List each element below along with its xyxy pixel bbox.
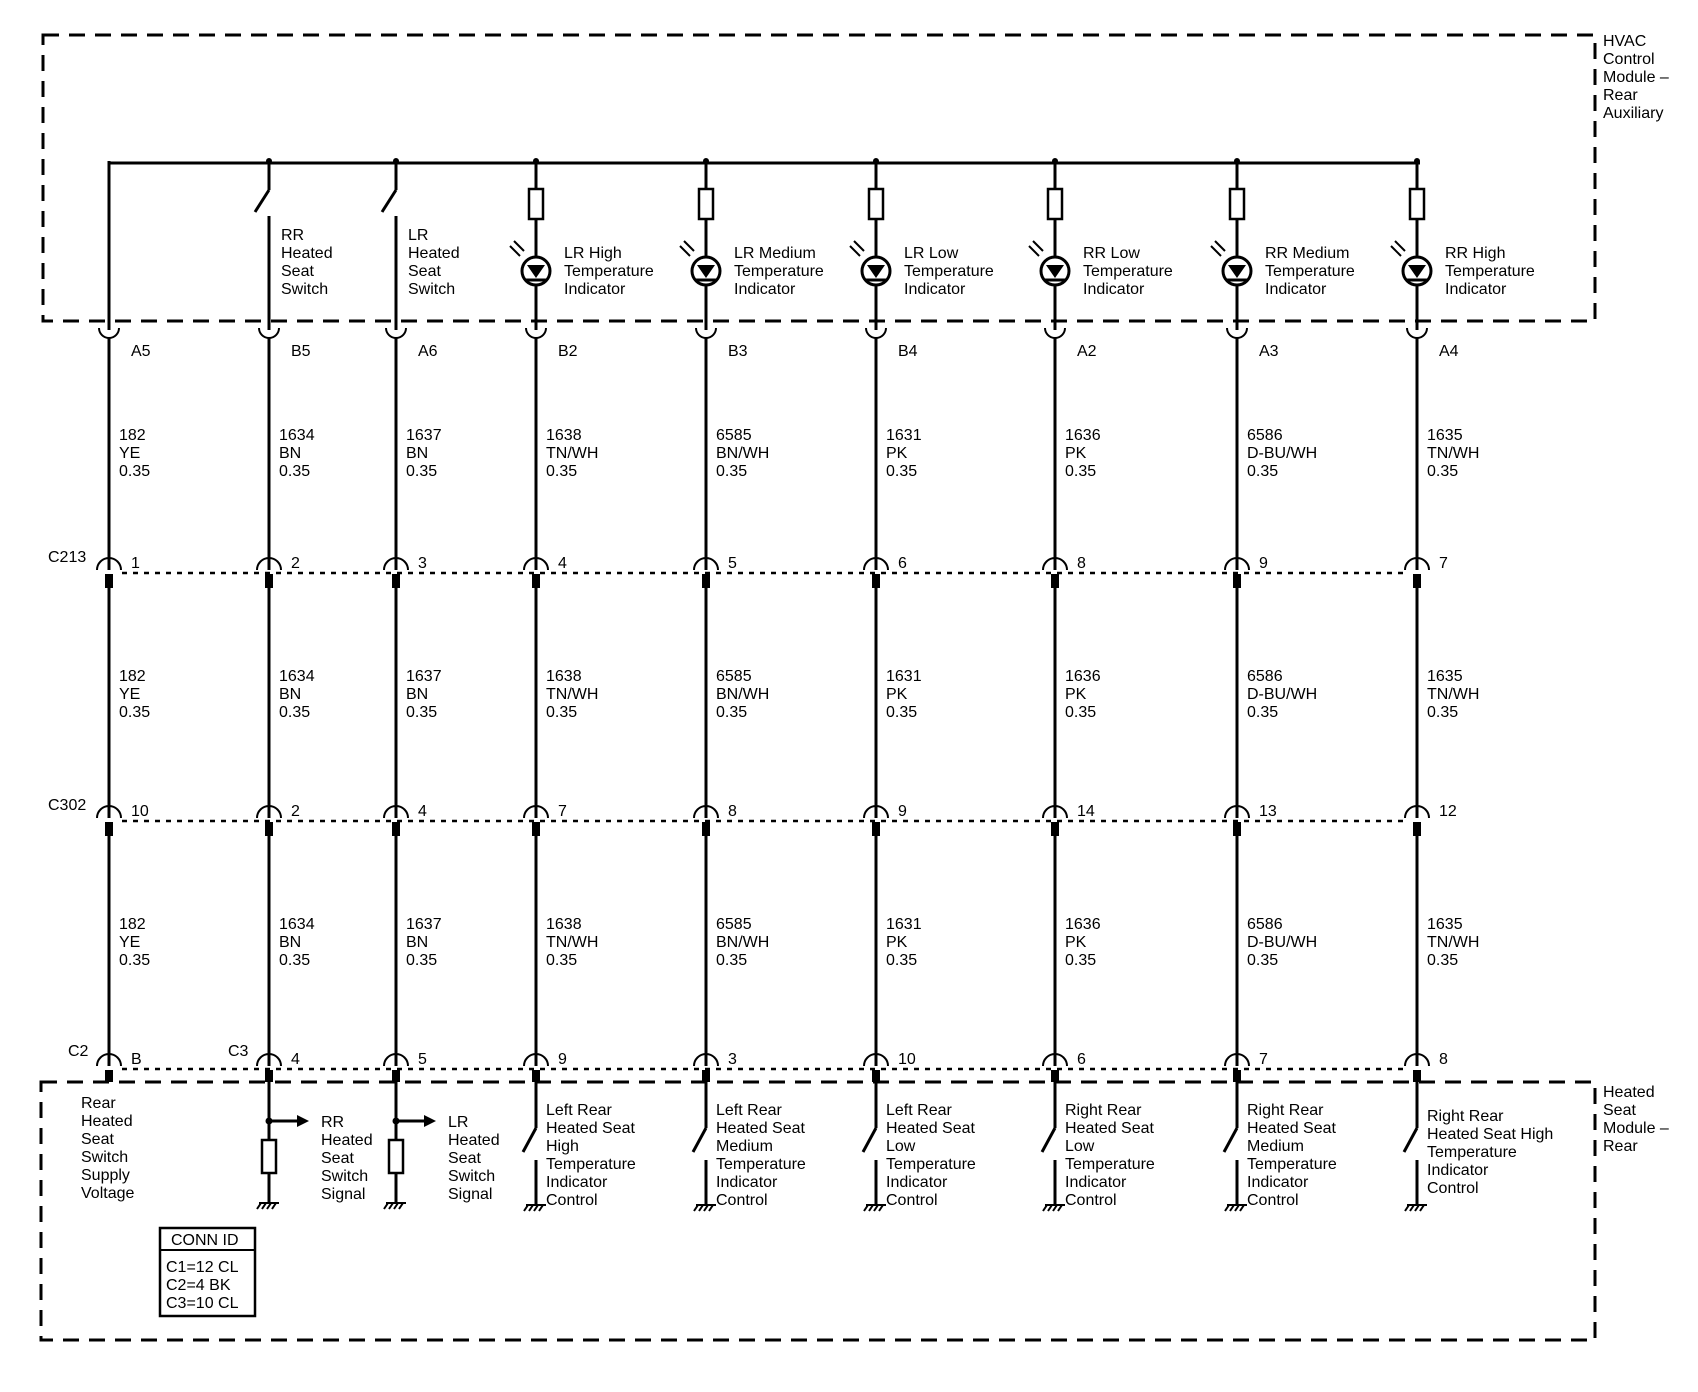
inline-connector-pin <box>1051 574 1059 588</box>
c302-pin-label: 4 <box>418 803 427 820</box>
hvac-pin-label: A2 <box>1077 343 1097 360</box>
resistor <box>1048 189 1062 219</box>
module-circuit-label: Control <box>1065 1192 1117 1209</box>
module-circuit-label: Control <box>716 1192 768 1209</box>
c302-pin-label: 10 <box>131 803 149 820</box>
wire-spec-label: 6586 <box>1247 427 1283 444</box>
c302-pin-label: 8 <box>728 803 737 820</box>
indicator-name-label: Indicator <box>1265 281 1327 298</box>
light-ray <box>680 246 690 256</box>
wire-spec-label: 0.35 <box>1065 952 1097 969</box>
indicator-name-label: Temperature <box>564 263 654 280</box>
module-connector-pin <box>265 1070 273 1082</box>
c302-pin-label: 7 <box>558 803 567 820</box>
wire-spec-label: 1631 <box>886 668 922 685</box>
wire-spec-label: 0.35 <box>1427 952 1459 969</box>
wire-spec-label: 6585 <box>716 916 752 933</box>
wire-spec-label: 1631 <box>886 916 922 933</box>
conn-id-row: C1=12 CL <box>166 1259 239 1276</box>
circuit-column <box>382 158 500 1209</box>
wire-spec-label: 0.35 <box>546 952 578 969</box>
module-pin-label: 6 <box>1077 1051 1086 1068</box>
resistor <box>869 189 883 219</box>
wire-spec-label: BN/WH <box>716 686 770 703</box>
wire-spec-label: BN <box>279 686 302 703</box>
c302-pin-label: 12 <box>1439 803 1457 820</box>
circuits <box>81 158 1553 1211</box>
indicator-name-label: Temperature <box>1445 263 1535 280</box>
connector-label-c213: C213 <box>48 549 87 566</box>
wire-spec-label: PK <box>886 686 908 703</box>
wire-spec-label: 0.35 <box>1427 463 1459 480</box>
indicator-name-label: Temperature <box>734 263 824 280</box>
c302-pin-label: 9 <box>898 803 907 820</box>
light-ray <box>1029 246 1039 256</box>
inline-connector-pin <box>1233 822 1241 836</box>
wire-spec-label: 6585 <box>716 668 752 685</box>
module-circuit-label: Temperature <box>886 1156 976 1173</box>
module-circuit-label: Heated <box>448 1132 500 1149</box>
module-circuit-label: Left Rear <box>546 1102 612 1119</box>
light-ray <box>684 241 694 251</box>
module-circuit-label: Heated Seat High <box>1427 1126 1554 1143</box>
module-connector-pin <box>105 1070 113 1082</box>
connector-label-c302: C302 <box>48 797 87 814</box>
wire-spec-label: TN/WH <box>546 445 599 462</box>
wire-spec-label: TN/WH <box>1427 686 1480 703</box>
wire-spec-label: 0.35 <box>546 704 578 721</box>
inline-connector-pin <box>872 574 880 588</box>
module-label-line: Module – <box>1603 1120 1669 1137</box>
module-circuit-label: Heated Seat <box>1065 1120 1154 1137</box>
control-switch <box>1224 1128 1237 1152</box>
wire-spec-label: 0.35 <box>1247 952 1279 969</box>
resistor <box>1410 189 1424 219</box>
wire-spec-label: 0.35 <box>119 463 151 480</box>
wire-spec-label: 1636 <box>1065 916 1101 933</box>
control-switch <box>1404 1128 1417 1152</box>
indicator-name-label: Indicator <box>904 281 966 298</box>
c213-pin-label: 5 <box>728 555 737 572</box>
heated-seat-module-label <box>1603 1084 1669 1155</box>
light-ray <box>1033 241 1043 251</box>
module-circuit-label: Temperature <box>1065 1156 1155 1173</box>
module-circuit-label: Signal <box>448 1186 493 1203</box>
control-switch <box>863 1128 876 1152</box>
module-pin-label: 10 <box>898 1051 916 1068</box>
module-circuit-label: RR <box>321 1114 345 1131</box>
module-label-line: Rear <box>1603 87 1638 104</box>
wire-spec-label: PK <box>886 445 908 462</box>
wire-spec-label: 0.35 <box>1065 463 1097 480</box>
module-circuit-label: Switch <box>81 1149 129 1166</box>
module-circuit-label: Control <box>1247 1192 1299 1209</box>
module-circuit-label: Voltage <box>81 1185 135 1202</box>
wire-spec-label: 0.35 <box>279 463 311 480</box>
conn-id-row: C3=10 CL <box>166 1295 239 1312</box>
indicator-name-label: RR Low <box>1083 245 1140 262</box>
wire-spec-label: 0.35 <box>886 952 918 969</box>
module-connector-pin <box>392 1070 400 1082</box>
c213-pin-label: 8 <box>1077 555 1086 572</box>
module-connector-pin <box>702 1070 710 1082</box>
wire-spec-label: 6586 <box>1247 668 1283 685</box>
control-switch <box>1042 1128 1055 1152</box>
module-circuit-label: Heated Seat <box>886 1120 975 1137</box>
pullup-resistor <box>262 1140 276 1173</box>
c302-pin-label: 14 <box>1077 803 1095 820</box>
inline-connector-pin <box>532 574 540 588</box>
wire-spec-label: BN <box>406 686 429 703</box>
module-circuit-label: Right Rear <box>1247 1102 1324 1119</box>
module-connector-pin <box>872 1070 880 1082</box>
connector-dash-lines <box>122 573 1405 1069</box>
wire-spec-label: 182 <box>119 668 146 685</box>
inline-connector-pin <box>872 822 880 836</box>
hvac-pin-label: A5 <box>131 343 151 360</box>
wire-spec-label: 1636 <box>1065 427 1101 444</box>
wire-spec-label: TN/WH <box>1427 934 1480 951</box>
module-circuit-label: Heated Seat <box>716 1120 805 1137</box>
wire-spec-label: 0.35 <box>886 704 918 721</box>
wire-spec-label: BN <box>279 934 302 951</box>
inline-connector-pin <box>702 822 710 836</box>
wire-spec-label: TN/WH <box>546 934 599 951</box>
wire-spec-label: YE <box>119 445 141 462</box>
wire-spec-label: 6585 <box>716 427 752 444</box>
circuit-column <box>81 161 151 1202</box>
resistor <box>1230 189 1244 219</box>
control-switch <box>523 1128 536 1152</box>
wire-spec-label: PK <box>1065 686 1087 703</box>
conn-id-title: CONN ID <box>171 1232 239 1249</box>
wire-spec-label: 0.35 <box>716 704 748 721</box>
wire-spec-label: 0.35 <box>1427 704 1459 721</box>
resistor <box>699 189 713 219</box>
wire-spec-label: YE <box>119 934 141 951</box>
wire-spec-label: 0.35 <box>279 952 311 969</box>
light-ray <box>1395 241 1405 251</box>
indicator-name-label: Temperature <box>1083 263 1173 280</box>
wire-spec-label: 1637 <box>406 916 442 933</box>
wire-spec-label: 1631 <box>886 427 922 444</box>
module-pin-label: 3 <box>728 1051 737 1068</box>
indicator-name-label: Temperature <box>904 263 994 280</box>
pullup-resistor <box>389 1140 403 1173</box>
indicator-name-label: Temperature <box>1265 263 1355 280</box>
module-circuit-label: Seat <box>81 1131 114 1148</box>
light-ray <box>1391 246 1401 256</box>
c213-pin-label: 2 <box>291 555 300 572</box>
wire-spec-label: 182 <box>119 427 146 444</box>
wire-spec-label: 0.35 <box>119 952 151 969</box>
module-circuit-label: Control <box>886 1192 938 1209</box>
wire-spec-label: 1634 <box>279 916 315 933</box>
module-circuit-label: Medium <box>1247 1138 1304 1155</box>
wire-spec-label: 0.35 <box>716 952 748 969</box>
switch-name-label: LR <box>408 227 429 244</box>
light-ray <box>514 241 524 251</box>
switch-name-label: Switch <box>281 281 329 298</box>
inline-connector-pin <box>702 574 710 588</box>
hvac-pin-label: A4 <box>1439 343 1459 360</box>
wire-spec-label: PK <box>1065 445 1087 462</box>
wire-spec-label: 0.35 <box>406 704 438 721</box>
module-pin-label: 8 <box>1439 1051 1448 1068</box>
c213-pin-label: 1 <box>131 555 140 572</box>
connector-label-c3: C3 <box>228 1043 249 1060</box>
wire-spec-label: 0.35 <box>546 463 578 480</box>
wire-spec-label: BN/WH <box>716 445 770 462</box>
circuit-column <box>510 158 654 1211</box>
wire-spec-label: TN/WH <box>546 686 599 703</box>
module-circuit-label: High <box>546 1138 579 1155</box>
wire-spec-label: D-BU/WH <box>1247 686 1318 703</box>
wire-spec-label: 0.35 <box>406 463 438 480</box>
inline-connector-pin <box>392 574 400 588</box>
light-ray <box>510 246 520 256</box>
wire-spec-label: 0.35 <box>279 704 311 721</box>
wire-spec-label: 1635 <box>1427 668 1463 685</box>
switch-blade <box>382 190 396 212</box>
signal-arrow <box>424 1115 436 1127</box>
hvac-pin-label: B2 <box>558 343 578 360</box>
module-circuit-label: Heated <box>81 1113 133 1130</box>
module-circuit-label: Control <box>1427 1180 1479 1197</box>
hvac-pin-label: B4 <box>898 343 918 360</box>
light-ray <box>1211 246 1221 256</box>
inline-connector-pin <box>532 822 540 836</box>
module-label-line: Auxiliary <box>1603 105 1664 122</box>
wire-spec-label: BN <box>279 445 302 462</box>
module-circuit-label: Right Rear <box>1427 1108 1504 1125</box>
hvac-module-label <box>1603 33 1669 122</box>
indicator-name-label: RR Medium <box>1265 245 1350 262</box>
inline-connector-pin <box>265 822 273 836</box>
hvac-pin-label: A3 <box>1259 343 1279 360</box>
c302-pin-label: 13 <box>1259 803 1277 820</box>
module-circuit-label: Indicator <box>1427 1162 1489 1179</box>
wire-spec-label: 1637 <box>406 427 442 444</box>
wire-spec-label: YE <box>119 686 141 703</box>
wire-spec-label: 1634 <box>279 668 315 685</box>
conn-id-row: C2=4 BK <box>166 1277 231 1294</box>
module-label-line: Seat <box>1603 1102 1636 1119</box>
wire-spec-label: PK <box>1065 934 1087 951</box>
module-circuit-label: Left Rear <box>886 1102 952 1119</box>
hvac-pin-label: B3 <box>728 343 748 360</box>
wire-spec-label: 1635 <box>1427 427 1463 444</box>
switch-name-label: Switch <box>408 281 456 298</box>
module-circuit-label: Seat <box>321 1150 354 1167</box>
wire-spec-label: 0.35 <box>886 463 918 480</box>
wire-spec-label: 6586 <box>1247 916 1283 933</box>
switch-name-label: RR <box>281 227 305 244</box>
module-label-line: Rear <box>1603 1138 1638 1155</box>
module-circuit-label: Indicator <box>1065 1174 1127 1191</box>
module-pin-label: 4 <box>291 1051 300 1068</box>
hvac-pin-label: A6 <box>418 343 438 360</box>
indicator-name-label: RR High <box>1445 245 1506 262</box>
circuit-column <box>850 158 994 1211</box>
wire-spec-label: 1635 <box>1427 916 1463 933</box>
module-circuit-label: Temperature <box>716 1156 806 1173</box>
module-circuit-label: Supply <box>81 1167 130 1184</box>
wire-spec-label: 0.35 <box>406 952 438 969</box>
module-circuit-label: Low <box>886 1138 916 1155</box>
wire-spec-label: 0.35 <box>716 463 748 480</box>
indicator-name-label: Indicator <box>1083 281 1145 298</box>
module-circuit-label: Temperature <box>1247 1156 1337 1173</box>
switch-name-label: Seat <box>408 263 441 280</box>
light-ray <box>1215 241 1225 251</box>
inline-connector-pin <box>105 822 113 836</box>
connector-label-c2: C2 <box>68 1043 89 1060</box>
hvac-pin-label: B5 <box>291 343 311 360</box>
wire-spec-label: 1636 <box>1065 668 1101 685</box>
c213-pin-label: 4 <box>558 555 567 572</box>
wire-spec-label: 182 <box>119 916 146 933</box>
wire-spec-label: D-BU/WH <box>1247 934 1318 951</box>
inline-connector-pin <box>392 822 400 836</box>
circuit-column <box>1029 158 1173 1211</box>
wire-spec-label: 0.35 <box>1247 463 1279 480</box>
circuit-column <box>255 158 373 1209</box>
module-circuit-label: Switch <box>321 1168 369 1185</box>
wire-spec-label: TN/WH <box>1427 445 1480 462</box>
module-circuit-label: Indicator <box>716 1174 778 1191</box>
light-ray <box>850 246 860 256</box>
inline-connector-pin <box>105 574 113 588</box>
conn-id-legend <box>160 1228 255 1316</box>
wire-spec-label: D-BU/WH <box>1247 445 1318 462</box>
inline-connector-pin <box>1051 822 1059 836</box>
module-circuit-label: Heated Seat <box>1247 1120 1336 1137</box>
circuit-column <box>1391 158 1553 1211</box>
indicator-name-label: Indicator <box>734 281 796 298</box>
module-circuit-label: Low <box>1065 1138 1095 1155</box>
module-circuit-label: Heated <box>321 1132 373 1149</box>
module-pin-label: B <box>131 1051 142 1068</box>
module-circuit-label: Indicator <box>1247 1174 1309 1191</box>
wire-spec-label: PK <box>886 934 908 951</box>
module-circuit-label: Rear <box>81 1095 116 1112</box>
light-ray <box>854 241 864 251</box>
wire-spec-label: 0.35 <box>1247 704 1279 721</box>
c213-pin-label: 6 <box>898 555 907 572</box>
module-connector-pin <box>1051 1070 1059 1082</box>
module-circuit-label: Seat <box>448 1150 481 1167</box>
inline-connector-pin <box>1233 574 1241 588</box>
indicator-name-label: Indicator <box>564 281 626 298</box>
module-circuit-label: LR <box>448 1114 469 1131</box>
wire-spec-label: BN/WH <box>716 934 770 951</box>
module-label-line: Module – <box>1603 69 1669 86</box>
c302-pin-label: 2 <box>291 803 300 820</box>
wire-spec-label: BN <box>406 445 429 462</box>
c213-pin-label: 7 <box>1439 555 1448 572</box>
signal-arrow <box>297 1115 309 1127</box>
wire-spec-label: 1634 <box>279 427 315 444</box>
indicator-name-label: Indicator <box>1445 281 1507 298</box>
switch-name-label: Seat <box>281 263 314 280</box>
module-circuit-label: Signal <box>321 1186 366 1203</box>
module-connector-pin <box>1413 1070 1421 1082</box>
switch-name-label: Heated <box>408 245 460 262</box>
wire-spec-label: 1638 <box>546 668 582 685</box>
wire-spec-label: 1638 <box>546 916 582 933</box>
c213-pin-label: 3 <box>418 555 427 572</box>
module-circuit-label: Heated Seat <box>546 1120 635 1137</box>
module-pin-label: 5 <box>418 1051 427 1068</box>
inline-connector-pin <box>265 574 273 588</box>
module-circuit-label: Indicator <box>886 1174 948 1191</box>
wire-spec-label: 1638 <box>546 427 582 444</box>
resistor <box>529 189 543 219</box>
module-label-line: Heated <box>1603 1084 1655 1101</box>
inline-connector-pin <box>1413 574 1421 588</box>
indicator-name-label: LR High <box>564 245 622 262</box>
module-circuit-label: Medium <box>716 1138 773 1155</box>
module-circuit-label: Temperature <box>546 1156 636 1173</box>
module-connector-pin <box>532 1070 540 1082</box>
circuit-column <box>680 158 824 1211</box>
indicator-name-label: LR Low <box>904 245 959 262</box>
module-label-line: HVAC <box>1603 33 1647 50</box>
module-circuit-label: Indicator <box>546 1174 608 1191</box>
module-pin-label: 7 <box>1259 1051 1268 1068</box>
inline-connector-pin <box>1413 822 1421 836</box>
module-circuit-label: Switch <box>448 1168 496 1185</box>
wire-spec-label: 0.35 <box>119 704 151 721</box>
module-circuit-label: Right Rear <box>1065 1102 1142 1119</box>
wire-spec-label: 0.35 <box>1065 704 1097 721</box>
wire-spec-label: 1637 <box>406 668 442 685</box>
wire-spec-label: BN <box>406 934 429 951</box>
switch-blade <box>255 190 269 212</box>
c213-pin-label: 9 <box>1259 555 1268 572</box>
module-circuit-label: Temperature <box>1427 1144 1517 1161</box>
control-switch <box>693 1128 706 1152</box>
module-label-line: Control <box>1603 51 1655 68</box>
module-connector-pin <box>1233 1070 1241 1082</box>
switch-name-label: Heated <box>281 245 333 262</box>
module-circuit-label: Left Rear <box>716 1102 782 1119</box>
indicator-name-label: LR Medium <box>734 245 816 262</box>
module-pin-label: 9 <box>558 1051 567 1068</box>
module-circuit-label: Control <box>546 1192 598 1209</box>
circuit-column <box>1211 158 1355 1211</box>
